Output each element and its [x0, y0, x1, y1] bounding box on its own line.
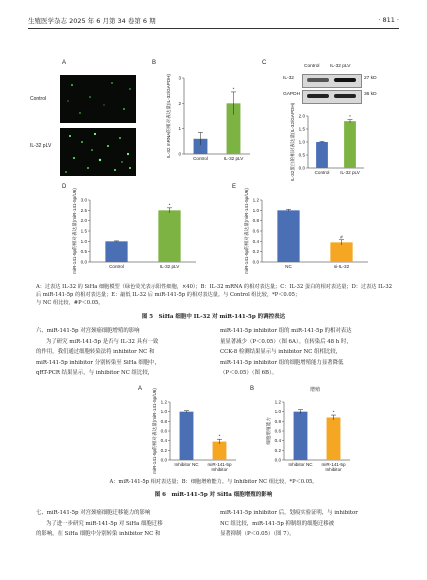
fig5-panel-c-label: C	[262, 60, 267, 66]
y-tick-label: 2.5	[80, 207, 87, 213]
y-tick-label: 1.2	[274, 399, 281, 405]
text-line: qRT-PCR 结果显示，与 inhibitor NC 组比较，	[36, 370, 154, 377]
text-line: 量显著减少（P＜0.05）（图 6A）。在转染后 48 h 时，	[220, 338, 352, 345]
micrograph-control	[60, 75, 136, 123]
wb-row-il32: IL-32	[283, 76, 294, 81]
fig5-caption-line2: 与 NC 组比较，#P＜0.05。	[36, 300, 104, 307]
y-tick-label: 0.6	[252, 228, 259, 234]
y-tick-label: 1.0	[298, 139, 305, 145]
fig6-caption: A：miR-141-5p 相对表达量；B：细胞增殖能力。与 Inhibitor NC 组比较，*P＜0.05。	[109, 479, 318, 485]
page-header	[28, 14, 399, 29]
section6-text-cont	[220, 326, 396, 379]
chart-5b	[158, 70, 258, 170]
y-tick-label: 0.6	[160, 428, 167, 434]
category-label: NC	[285, 264, 292, 269]
y-tick-label: 0.5	[298, 152, 305, 158]
fig6-title: 图 6 miR-141-5p 对 SiHa 细胞增殖的影响	[154, 492, 273, 498]
text-line: （P＜0.05）（图 6B）。	[220, 370, 278, 377]
y-tick-label: 0.8	[160, 418, 167, 424]
y-tick-label: 0.8	[252, 218, 259, 224]
bar-0	[294, 412, 308, 460]
text-line: NC 组比较，miR-141-5p 抑制组的细胞迁移被	[220, 520, 335, 527]
y-tick-label: 0.4	[274, 438, 281, 444]
y-tick-label: 1.5	[298, 126, 305, 132]
y-axis-label: miR-141-5p的相对表达量(miR-141-5p/U6)	[244, 188, 249, 274]
category-label: Control	[314, 170, 330, 175]
y-tick-label: 1	[178, 126, 181, 132]
significance-mark: *	[349, 114, 351, 120]
y-tick-label: 0.2	[274, 447, 281, 453]
y-tick-label: 3	[178, 75, 181, 81]
category-label: miR-141-5p	[321, 462, 346, 467]
fig5-caption-line1: A：过表达 IL-32 的 SiHa 细胞模型（绿色荧光表示阳性细胞，×40）；B：IL-32 mRNA 的相对表达量；C：IL-32 蛋白的相对表达量；D：过表达 IL-32 后 miR-141-5p 的相对表达量；E：敲低 IL-32 后 miR-141-5p 的相对表达量。与 Control 组比较，*P＜0.05；	[36, 284, 392, 299]
category-label: si-IL-32	[333, 264, 350, 269]
y-tick-label: 0.0	[80, 259, 87, 265]
micro-label-control: Control	[30, 96, 47, 102]
chart-6a	[144, 388, 244, 476]
text-line: 为了进一步研究 miR-141-5p 对 SiHa 细胞迁移	[46, 520, 163, 527]
y-axis-label: IL-32蛋白的相对表达量(IL-32/GAPDH)	[290, 102, 295, 182]
micrograph-il32	[60, 128, 136, 176]
bar-0	[316, 142, 328, 168]
y-tick-label: 0.4	[252, 238, 259, 244]
fig5-panel-e-label: E	[232, 184, 237, 190]
fig5-caption	[36, 283, 396, 308]
y-tick-label: 3.0	[80, 197, 87, 203]
significance-mark: *	[218, 433, 221, 439]
chart-5d	[64, 188, 204, 278]
y-tick-label: 1.0	[160, 409, 167, 415]
y-tick-label: 0.4	[160, 438, 167, 444]
fig6-panel-b-label: B	[250, 386, 255, 392]
bar-1	[330, 242, 352, 262]
bar-1	[213, 442, 227, 460]
journal-info: 生殖医学杂志 2025 年 6 月第 34 卷第 6 期	[28, 17, 156, 25]
significance-mark: #	[340, 234, 343, 240]
y-tick-label: 0.5	[80, 249, 87, 255]
y-tick-label: 2.0	[80, 218, 87, 224]
bar-0	[105, 241, 127, 262]
category-label: Control	[109, 264, 124, 269]
wb-band-gapdh	[302, 90, 362, 104]
section7-text	[36, 508, 208, 540]
section7-text-cont	[220, 508, 396, 540]
wb-col-il32: IL-32 pLV	[330, 64, 351, 69]
category-label: IL-32 pLV	[223, 156, 244, 161]
micro-label-il32: IL-32 pLV	[30, 143, 52, 149]
significance-mark: *	[232, 86, 235, 92]
y-tick-label: 1.5	[80, 228, 87, 234]
y-tick-label: 1.2	[160, 399, 167, 405]
y-tick-label: 0.0	[160, 457, 167, 463]
text-line: CCK-8 检测结果显示与 inhibitor NC 组相比较，	[220, 349, 342, 356]
chart-5c	[282, 102, 372, 184]
text-line: 的影响，在 SiHa 细胞中分别转染 inhibitor NC 和	[36, 531, 161, 538]
bar-0	[277, 210, 299, 262]
y-tick-label: 0.8	[274, 418, 281, 424]
y-axis-label: miR-141-5p的相对表达量(miR-141-5p/U6)	[152, 388, 157, 474]
text-line: 的作用，我们通过细胞转染法将 inhibitor NC 和	[36, 349, 155, 356]
category-label: Inhibitor	[211, 467, 228, 472]
significance-mark: *	[168, 202, 171, 208]
page-number: · 811 ·	[378, 16, 399, 24]
y-tick-label: 0.0	[274, 457, 281, 463]
wb-row-gapdh: GAPDH	[283, 92, 301, 97]
y-axis-label: 细胞增殖能力	[266, 417, 271, 445]
text-line: 显著抑制（P＜0.05）（图 7）。	[220, 531, 295, 538]
y-tick-label: 1.0	[274, 409, 281, 415]
y-tick-label: 0.6	[274, 428, 281, 434]
fig5-title: 图 5 SiHa 细胞中 IL-32 对 miR-141-5p 的调控表达	[141, 314, 286, 320]
y-tick-label: 0.2	[252, 249, 259, 255]
category-label: IL-32 pLV	[340, 170, 360, 175]
fig5-panel-b-label: B	[152, 60, 157, 66]
category-label: Inhibitor	[325, 467, 342, 472]
y-tick-label: 1.0	[252, 207, 259, 213]
chart-5e	[236, 188, 376, 278]
bar-0	[180, 412, 194, 460]
bar-1	[158, 210, 180, 262]
text-line: miR-141-5p inhibitor 分别转染至 SiHa 细胞中，	[36, 359, 160, 366]
wb-kda-il32: 27 kD	[364, 76, 377, 81]
bar-1	[344, 121, 356, 168]
y-tick-label: 0.0	[298, 165, 305, 171]
y-tick-label: 2.0	[298, 113, 305, 119]
chart-6b	[258, 394, 358, 476]
fluorescence-panel	[60, 75, 136, 180]
bar-1	[327, 417, 341, 460]
y-tick-label: 1.2	[252, 197, 259, 203]
y-tick-label: 1.0	[80, 238, 87, 244]
text-line: 为了研究 miR-141-5p 是否与 IL-32 具有一致	[46, 338, 159, 345]
y-tick-label: 2	[178, 100, 181, 106]
category-label: Inhibitor NC	[288, 462, 313, 467]
y-tick-label: 0	[178, 151, 181, 157]
section7-heading: 七、miR-141-5p 对宫颈癌细胞迁移能力的影响	[36, 510, 151, 516]
category-label: miR-141-5p	[207, 462, 232, 467]
category-label: Inhibitor NC	[174, 462, 199, 467]
fig6-b-top-label: 增殖	[310, 387, 321, 393]
text-line: miR-141-5p inhibitor 组的 miR-141-5p 的相对表达	[220, 328, 352, 334]
section6-heading: 六、miR-141-5p 对宫颈癌细胞增殖的影响	[36, 328, 140, 334]
y-tick-label: 0.2	[160, 447, 167, 453]
y-axis-label: miR-141-5p的相对表达量(miR-141-5p/U6)	[72, 188, 77, 274]
text-line: miR-141-5p inhibitor 组的细胞增殖能力显著降低	[220, 359, 344, 366]
section6-text	[36, 326, 208, 379]
y-axis-label: IL-32 mRNA的相对表达量(IL-32/GAPDH)	[166, 74, 171, 158]
y-tick-label: 0.0	[252, 259, 259, 265]
fig5-panel-a-label: A	[62, 60, 67, 66]
category-label: Control	[193, 156, 208, 161]
wb-band-il32	[302, 74, 362, 88]
fig6-panel-a-label: A	[138, 386, 143, 392]
wb-col-control: Control	[304, 64, 320, 69]
category-label: IL-32 pLV	[159, 264, 180, 269]
fig5-panel-d-label: D	[62, 184, 67, 190]
significance-mark: *	[332, 409, 335, 415]
wb-kda-gapdh: 36 kD	[364, 92, 377, 97]
text-line: miR-141-5p inhibitor 后，划痕实验证明，与 inhibitor	[220, 510, 358, 516]
